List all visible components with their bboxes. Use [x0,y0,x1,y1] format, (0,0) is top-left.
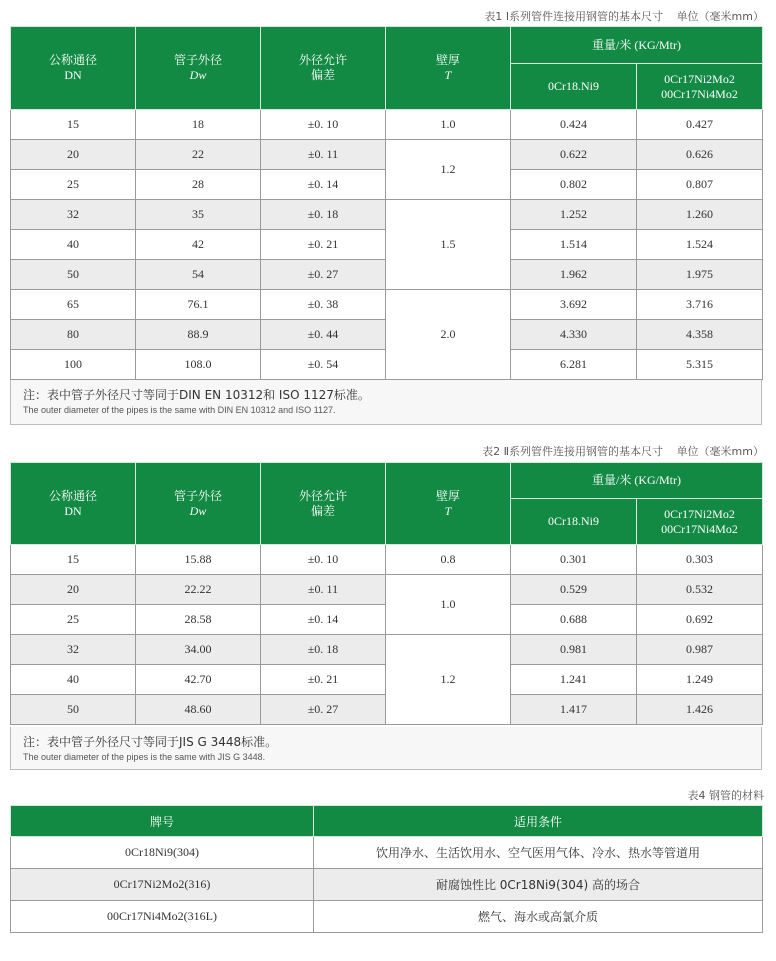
wall-cell: 0.8 [386,545,511,575]
table-cell: 42.70 [136,665,261,695]
table4-caption: 表4 钢管的材料 [687,789,764,802]
table-row [11,575,763,605]
table-cell: 15.88 [136,545,261,575]
table-cell: 5.315 [637,350,763,380]
condition-cell: 耐腐蚀性比 0Cr18Ni9(304) 高的场合 [314,869,763,901]
wall-cell: 1.0 [386,575,511,635]
header-tolerance: 外径允许 偏差 [261,463,386,545]
table2-caption [482,443,764,459]
table-cell: 65 [11,290,136,320]
table-row [11,837,763,869]
table-cell: ±0. 21 [261,665,386,695]
table2 [10,462,763,725]
table-cell: 20 [11,575,136,605]
header-condition: 适用条件 [314,806,763,837]
wall-cell: 1.2 [386,635,511,725]
table-cell: 28.58 [136,605,261,635]
table-cell: 1.417 [511,695,637,725]
wall-cell: 1.2 [386,140,511,200]
header-wall: 壁厚 T [386,27,511,110]
table4 [10,805,763,933]
table1-note-zh: 注：表中管子外径尺寸等同于DIN EN 10312和 ISO 1127标准。 [23,388,370,402]
table-cell: 40 [11,230,136,260]
table-cell: 42 [136,230,261,260]
header-material-2: 0Cr17Ni2Mo2 00Cr17Ni4Mo2 [637,64,763,110]
table-cell: 100 [11,350,136,380]
table-cell: 4.330 [511,320,637,350]
header-tolerance: 外径允许 偏差 [261,27,386,110]
wall-cell: 2.0 [386,290,511,380]
table-cell: 32 [11,635,136,665]
table-cell: 4.358 [637,320,763,350]
table2-note-zh: 注：表中管子外径尺寸等同于JIS G 3448标准。 [23,735,278,749]
table-cell: 0.532 [637,575,763,605]
grade-cell: 00Cr17Ni4Mo2(316L) [11,901,314,933]
table-row [11,545,763,575]
table-cell: 1.975 [637,260,763,290]
table1-note-en: The outer diameter of the pipes is the same with DIN EN 10312 and ISO 1127. [23,405,336,415]
table-cell: 0.981 [511,635,637,665]
table-cell: 0.301 [511,545,637,575]
table-cell: ±0. 21 [261,230,386,260]
table-cell: 0.427 [637,110,763,140]
table-cell: 6.281 [511,350,637,380]
header-weight: 重量/米 (KG/Mtr) [511,463,763,499]
table-cell: ±0. 27 [261,695,386,725]
table1-caption-unit: 单位（毫米mm） [676,10,764,23]
table-cell: 35 [136,200,261,230]
table2-caption-unit: 单位（毫米mm） [676,445,764,458]
table-cell: ±0. 44 [261,320,386,350]
table-row [11,901,763,933]
table-cell: 0.987 [637,635,763,665]
table-row [11,290,763,320]
table1-caption-label: 表1 [484,10,503,23]
header-grade: 牌号 [11,806,314,837]
condition-cell: 燃气、海水或高氯介质 [314,901,763,933]
table-cell: 88.9 [136,320,261,350]
grade-cell: 0Cr17Ni2Mo2(316) [11,869,314,901]
table-cell: 0.424 [511,110,637,140]
grade-cell: 0Cr18Ni9(304) [11,837,314,869]
table2-caption-label: 表2 [482,445,501,458]
table-cell: ±0. 18 [261,200,386,230]
table-cell: ±0. 10 [261,110,386,140]
table-cell: 25 [11,170,136,200]
table2-caption-title: Ⅱ系列管件连接用钢管的基本尺寸 [503,445,664,458]
header-weight: 重量/米 (KG/Mtr) [511,27,763,64]
wall-cell: 1.0 [386,110,511,140]
table-cell: 0.303 [637,545,763,575]
table-cell: ±0. 11 [261,140,386,170]
table-cell: 0.692 [637,605,763,635]
table-cell: ±0. 38 [261,290,386,320]
table1 [10,26,763,380]
header-dn: 公称通径 DN [11,463,136,545]
header-material-1: 0Cr18.Ni9 [511,64,637,110]
table-cell: 32 [11,200,136,230]
table-cell: 0.622 [511,140,637,170]
table-row [11,869,763,901]
header-dn: 公称通径 DN [11,27,136,110]
table-cell: 108.0 [136,350,261,380]
table-cell: 48.60 [136,695,261,725]
table-cell: 0.807 [637,170,763,200]
table1-caption-title: Ⅰ系列管件连接用钢管的基本尺寸 [505,10,664,23]
header-material-1: 0Cr18.Ni9 [511,499,637,545]
table2-note [10,727,762,770]
table-cell: 25 [11,605,136,635]
table-cell: 1.962 [511,260,637,290]
table-cell: 54 [136,260,261,290]
table-cell: ±0. 14 [261,605,386,635]
table-cell: 18 [136,110,261,140]
table-cell: 80 [11,320,136,350]
table-cell: 1.426 [637,695,763,725]
wall-cell: 1.5 [386,200,511,290]
header-dw: 管子外径 Dw [136,27,261,110]
table-cell: 3.692 [511,290,637,320]
table-row [11,110,763,140]
table-cell: 0.802 [511,170,637,200]
table-cell: ±0. 18 [261,635,386,665]
table-cell: ±0. 27 [261,260,386,290]
table-cell: 3.716 [637,290,763,320]
table-row [11,200,763,230]
header-material-2: 0Cr17Ni2Mo2 00Cr17Ni4Mo2 [637,499,763,545]
table-cell: 1.260 [637,200,763,230]
header-wall: 壁厚 T [386,463,511,545]
table-cell: 22 [136,140,261,170]
table-cell: 15 [11,110,136,140]
table-cell: 0.529 [511,575,637,605]
table-cell: 0.688 [511,605,637,635]
table-cell: 1.524 [637,230,763,260]
table-cell: 50 [11,260,136,290]
table-cell: 50 [11,695,136,725]
table-cell: ±0. 11 [261,575,386,605]
table-cell: 1.241 [511,665,637,695]
header-dw: 管子外径 Dw [136,463,261,545]
table-row [11,140,763,170]
table-cell: 0.626 [637,140,763,170]
table-cell: ±0. 54 [261,350,386,380]
table-cell: 20 [11,140,136,170]
condition-cell: 饮用净水、生活饮用水、空气医用气体、冷水、热水等管道用 [314,837,763,869]
table-cell: 76.1 [136,290,261,320]
table-cell: ±0. 10 [261,545,386,575]
table-cell: 22.22 [136,575,261,605]
table-cell: 15 [11,545,136,575]
table2-note-en: The outer diameter of the pipes is the same with JIS G 3448. [23,752,266,762]
table-row [11,635,763,665]
table-cell: 1.514 [511,230,637,260]
table1-note [10,380,762,425]
table-cell: 1.249 [637,665,763,695]
table-cell: 28 [136,170,261,200]
table-cell: 40 [11,665,136,695]
table1-caption [484,8,764,24]
table-cell: ±0. 14 [261,170,386,200]
table-cell: 1.252 [511,200,637,230]
table-cell: 34.00 [136,635,261,665]
